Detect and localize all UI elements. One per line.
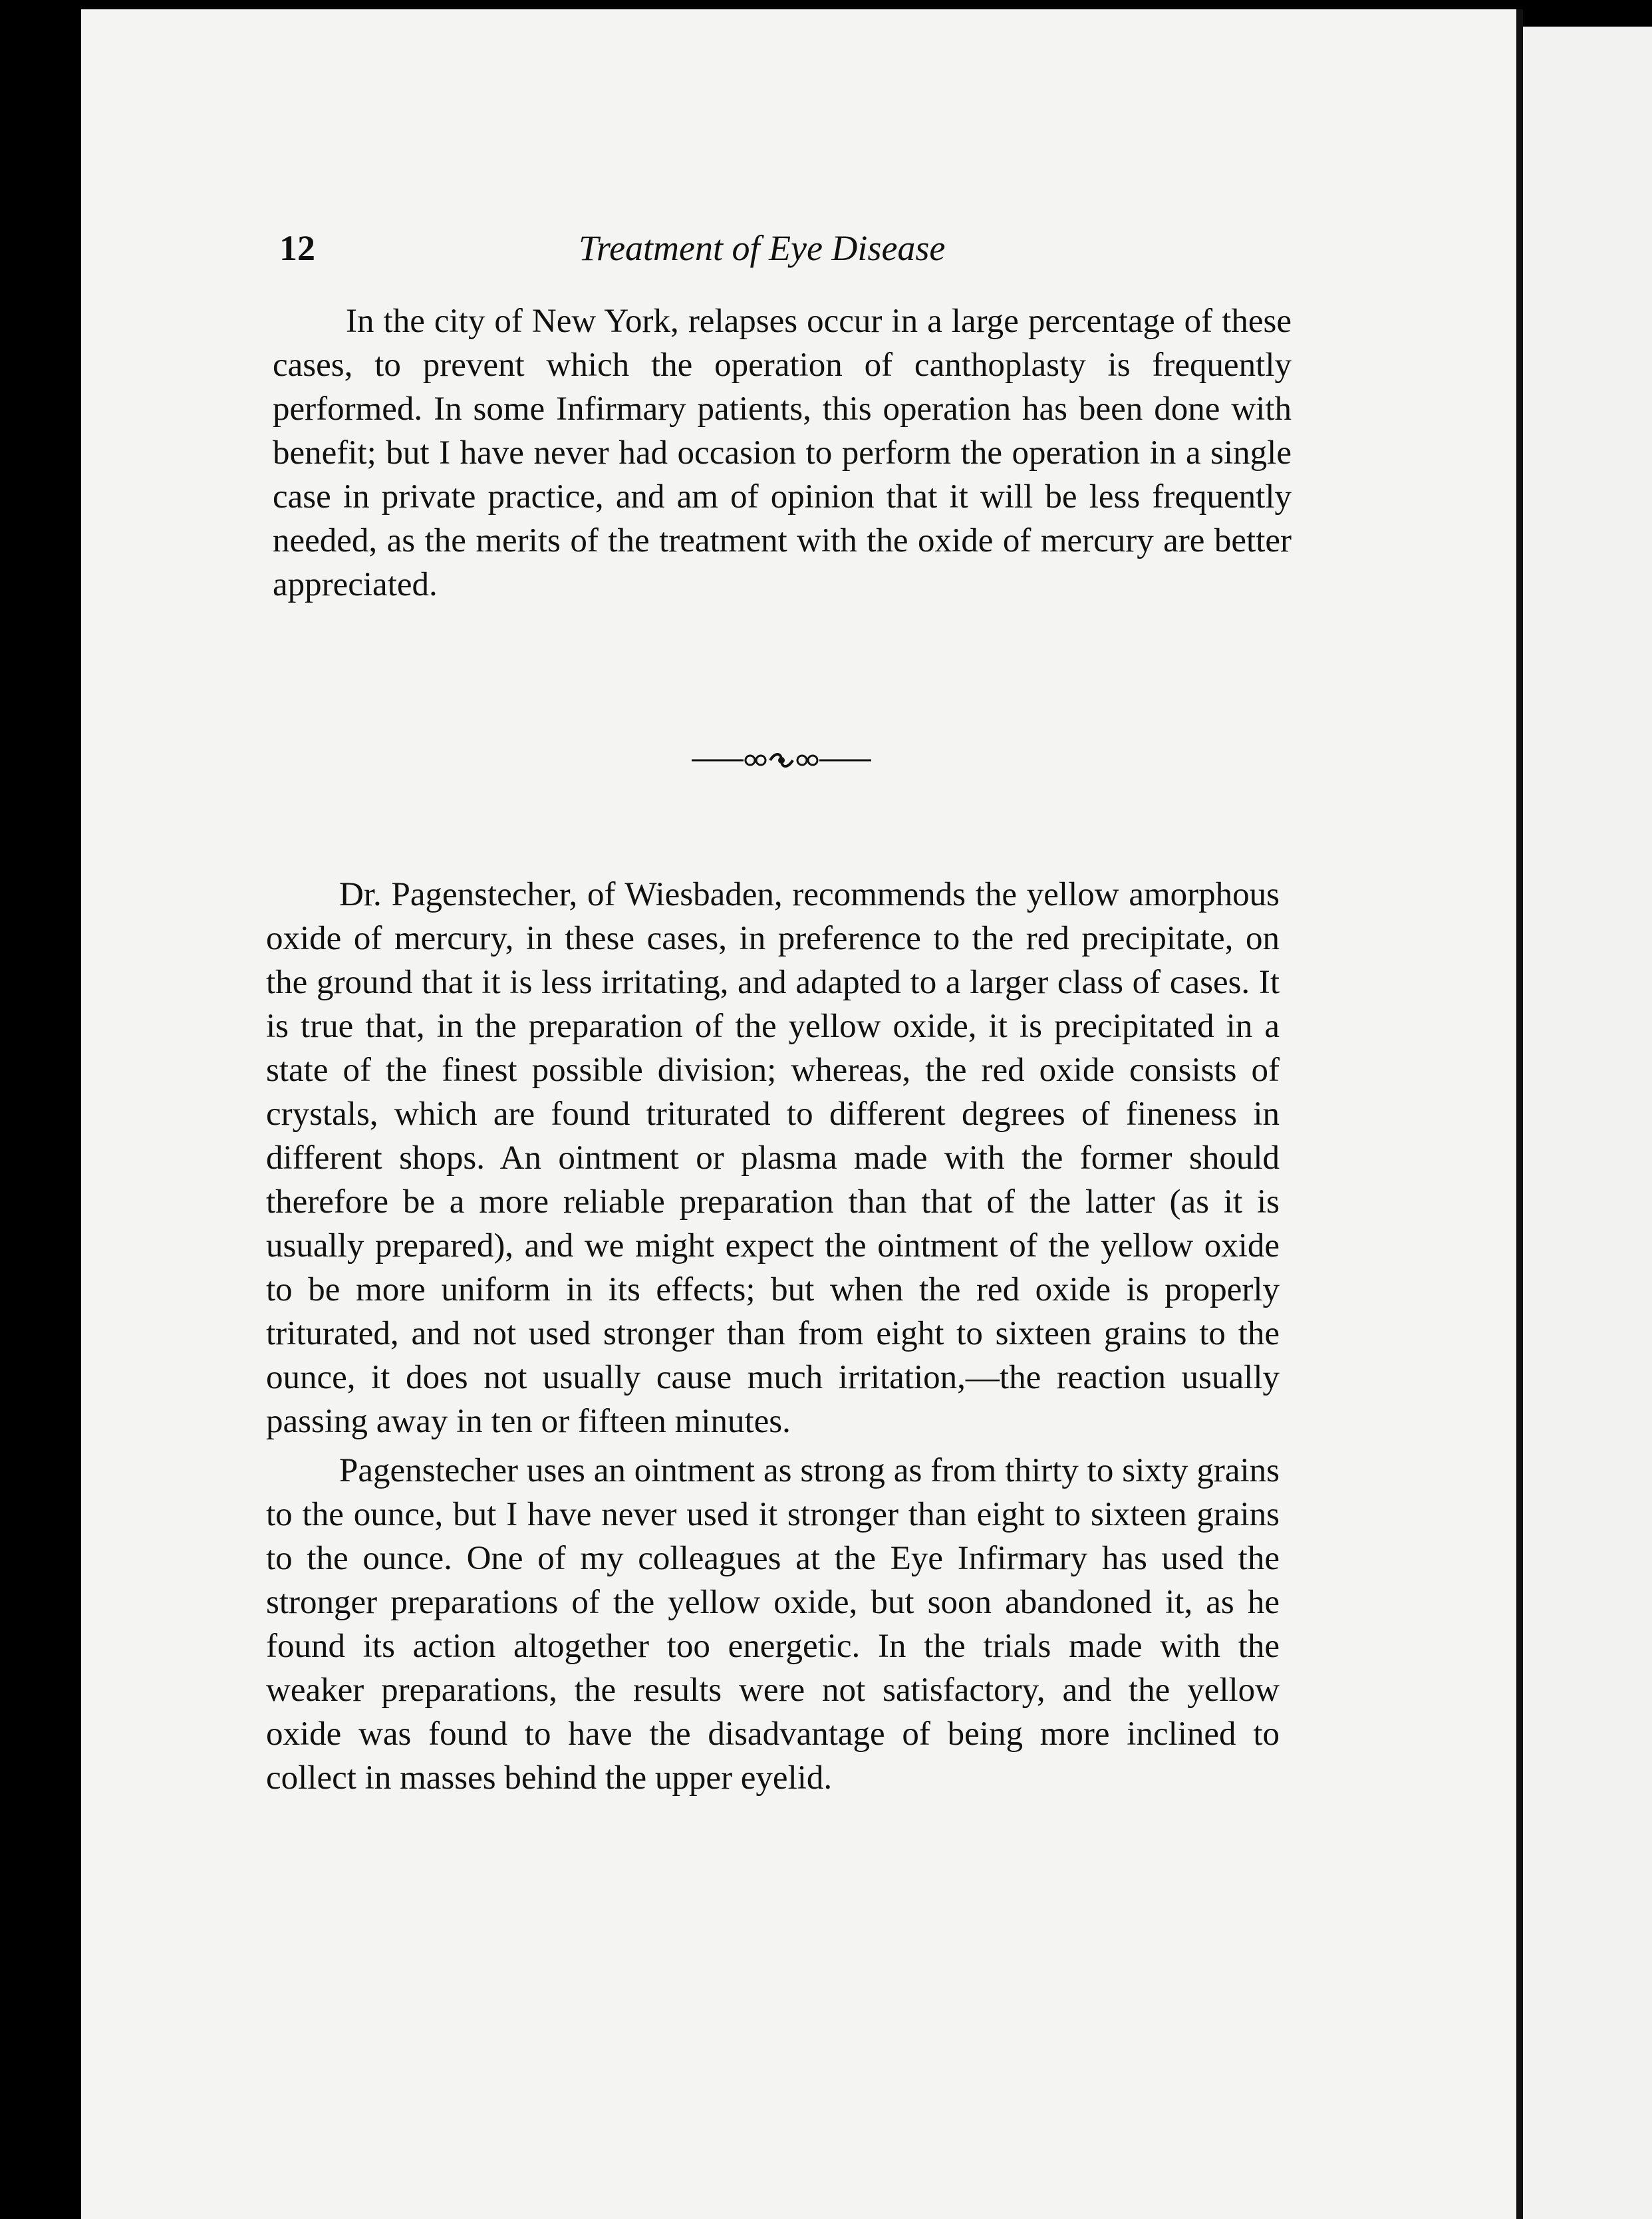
paragraph: Pagenstecher uses an ointment as strong as from thirty to sixty grains to the ounce, but I have never used it stronger than eight to sixteen grains to the ounce. One of my colleagues at the Eye Infirmary has used the stronger preparations of the yellow oxide, but soon abandoned it, as he found its action altogether too energetic. In the trials made with the weaker preparations, the results were not satisfactory, and the yellow oxide was found to have the disadvantage of being more inclined to collect in masses behind the upper eyelid. xyxy=(266,1452,1280,1797)
section-2-text xyxy=(266,873,1280,1800)
ornamental-rule-icon xyxy=(692,750,871,770)
section-1-text xyxy=(273,299,1292,607)
page-gutter xyxy=(1516,9,1523,2219)
page-number: 12 xyxy=(279,228,315,268)
facing-page-edge xyxy=(1523,27,1652,2219)
running-title: Treatment of Eye Disease xyxy=(579,228,946,268)
paragraph: In the city of New York, relapses occur in a large percentage of these cases, to prevent which the operation of canthoplasty is frequently performed. In some Infirmary patients, this operation has been done with benefit; but I have never had occasion to perform the operation in a single case in private practice, and am of opinion that it will be less frequently needed, as the merits of the treatment with the oxide of mercury are better appreciated. xyxy=(273,303,1292,603)
paragraph: Dr. Pagenstecher, of Wiesbaden, recommends the yellow amorphous oxide of mercury, in these cases, in preference to the red precipitate, on the ground that it is less irritating, and adapted to a larger class of cases. It is true that, in the preparation of the yellow oxide, it is precipitated in a state of the finest possible division; whereas, the red oxide consists of crystals, which are found triturated to different degrees of fineness in different shops. An ointment or plasma made with the former should therefore be a more reliable preparation than that of the latter (as it is usually prepared), and we might expect the ointment of the yellow oxide to be more uniform in its effects; but when the red oxide is properly triturated, and not used stronger than from eight to sixteen grains to the ounce, it does not usually cause much irritation,—the reaction usually passing away in ten or fifteen minutes. xyxy=(266,876,1280,1440)
running-head xyxy=(279,227,1290,281)
